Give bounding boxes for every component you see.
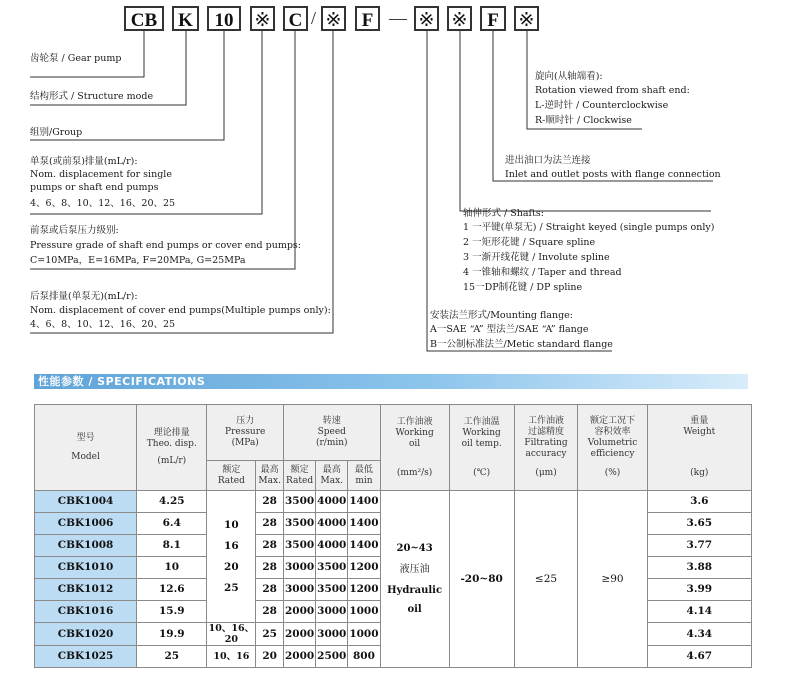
cell-weight: 4.14 [647,601,751,623]
cell-disp: 10 [137,557,207,579]
cell-max-pressure: 25 [256,623,284,646]
code-box-c: C [283,6,308,31]
cell-model: CBK1016 [35,601,137,623]
label-rear-displacement-line1: 后泵排量(单泵无)(mL/r): [30,291,138,302]
header-theo-disp: 理论排量 Theo. disp. (mL/r) [137,405,207,491]
label-shafts-line2: 1 一平键(单泵无) / Straight keyed (single pumps only) [463,222,715,233]
label-structure: 结构形式 / Structure mode [30,91,154,102]
specifications-table [34,404,752,668]
cell-rated-speed: 2000 [284,646,316,668]
cell-max-speed: 2500 [316,646,348,668]
cell-model: CBK1020 [35,623,137,646]
code-box-group-placeholder: ※ [250,6,275,31]
header-weight: 重量 Weight (kg) [647,405,751,491]
label-flange-line2: A一SAE “A” 型法兰/SAE “A” flange [430,324,589,335]
cell-disp: 8.1 [137,535,207,557]
cell-weight: 3.88 [647,557,751,579]
label-pressure-line3: C=10MPa，E=16MPa, F=20MPa, G=25MPa [30,255,246,266]
label-displacement-line2: Nom. displacement for single [30,169,172,180]
label-pressure-line2: Pressure grade of shaft end pumps or cover end pumps: [30,240,301,251]
label-displacement-line1: 单泵(或前泵)排量(mL/r): [30,156,138,167]
header-filtrating: 工作油液 过滤精度 Filtrating accuracy (μm) [514,405,578,491]
cell-rated-pressure-group: 10 16 20 25 [207,491,256,623]
cell-max-pressure: 28 [256,513,284,535]
cell-min-speed: 1200 [348,579,380,601]
label-shafts-line6: 15一DP制花键 / DP spline [463,282,583,293]
cell-disp: 19.9 [137,623,207,646]
header-rated-speed: 额定 Rated [284,461,316,491]
code-box-rear-disp-placeholder: ※ [321,6,346,31]
cell-working-oil: 20~43 液压油 Hydraulic oil [380,491,449,668]
label-rear-displacement-line2: Nom. displacement of cover end pumps(Multiple pumps only): [30,305,331,316]
cell-max-pressure: 28 [256,535,284,557]
cell-efficiency: ≥90 [578,491,647,668]
cell-max-speed: 3500 [316,557,348,579]
cell-max-pressure: 20 [256,646,284,668]
header-working-oil: 工作油液 Working oil (mm²/s) [380,405,449,491]
label-ports-line2: Inlet and outlet posts with flange connection [505,169,721,180]
header-model: 型号 Model [35,405,137,491]
cell-max-speed: 3500 [316,579,348,601]
label-shafts-line1: 轴伸形式 / Shafts: [463,208,544,219]
header-rated-pressure: 额定 Rated [207,461,256,491]
code-box-f: F [355,6,380,31]
label-displacement-line4: 4、6、8、10、12、16、20、25 [30,198,176,209]
cell-disp: 6.4 [137,513,207,535]
header-min-speed: 最低 min [348,461,380,491]
code-box-cb: CB [124,6,164,31]
cell-disp: 12.6 [137,579,207,601]
cell-weight: 3.99 [647,579,751,601]
cell-oil-temp: -20~80 [449,491,514,668]
code-box-flange-connection: F [480,6,506,31]
cell-rated-speed: 3000 [284,579,316,601]
cell-model: CBK1008 [35,535,137,557]
label-rotation-line1: 旋向(从轴端看): [535,71,603,82]
cell-min-speed: 1000 [348,623,380,646]
cell-model: CBK1004 [35,491,137,513]
code-box-flange-placeholder: ※ [414,6,439,31]
code-box-k: K [172,6,199,31]
header-efficiency: 额定工况下 容积效率 Volumetric efficiency (%) [578,405,647,491]
cell-rated-pressure: 10、16 [207,646,256,668]
label-rotation-line3: L-逆时针 / Counterclockwise [535,100,669,111]
cell-max-speed: 3000 [316,601,348,623]
cell-model: CBK1012 [35,579,137,601]
header-pressure: 压力 Pressure (MPa) [207,405,284,461]
cell-rated-speed: 2000 [284,623,316,646]
cell-model: CBK1006 [35,513,137,535]
cell-weight: 3.65 [647,513,751,535]
label-flange-line3: B一公制标准法兰/Metic standard flange [430,339,613,350]
cell-disp: 25 [137,646,207,668]
label-gear-pump: 齿轮泵 / Gear pump [30,53,122,64]
cell-filtrating: ≤25 [514,491,578,668]
specifications-banner [34,374,748,389]
cell-min-speed: 1400 [348,535,380,557]
cell-rated-speed: 3500 [284,491,316,513]
code-box-shaft-placeholder: ※ [447,6,472,31]
cell-max-speed: 4000 [316,491,348,513]
cell-max-pressure: 28 [256,491,284,513]
label-rotation-line4: R-顺时针 / Clockwise [535,115,632,126]
cell-min-speed: 1400 [348,491,380,513]
cell-max-speed: 4000 [316,513,348,535]
cell-min-speed: 800 [348,646,380,668]
label-ports-line1: 进出油口为法兰连接 [505,155,591,166]
cell-min-speed: 1200 [348,557,380,579]
header-oil-temp: 工作油温 Working oil temp. (℃) [449,405,514,491]
cell-min-speed: 1400 [348,513,380,535]
cell-max-pressure: 28 [256,601,284,623]
label-flange-line1: 安装法兰形式/Mounting flange: [430,310,573,321]
cell-max-speed: 4000 [316,535,348,557]
cell-rated-speed: 3000 [284,557,316,579]
label-rear-displacement-line3: 4、6、8、10、12、16、20、25 [30,319,176,330]
cell-min-speed: 1000 [348,601,380,623]
cell-rated-speed: 3500 [284,535,316,557]
header-max-speed: 最高 Max. [316,461,348,491]
cell-max-speed: 3000 [316,623,348,646]
label-shafts-line5: 4 一锥轴和螺纹 / Taper and thread [463,267,622,278]
header-speed: 转速 Speed (r/min) [284,405,381,461]
cell-disp: 4.25 [137,491,207,513]
label-rotation-line2: Rotation viewed from shaft end: [535,85,690,96]
label-shafts-line3: 2 一矩形花键 / Square spline [463,237,596,248]
cell-rated-pressure: 10、16、20 [208,623,255,645]
cell-model: CBK1010 [35,557,137,579]
cell-max-pressure: 28 [256,579,284,601]
label-shafts-line4: 3 一渐开线花键 / Involute spline [463,252,610,263]
table-row [35,491,752,513]
label-group: 组别/Group [30,127,83,138]
leader-group [30,31,224,140]
cell-model: CBK1025 [35,646,137,668]
code-box-10: 10 [207,6,241,31]
code-box-rotation-placeholder: ※ [514,6,539,31]
code-separator-dash: — [389,8,407,28]
cell-weight: 3.77 [647,535,751,557]
code-separator-slash: / [311,8,317,28]
cell-rated-speed: 2000 [284,601,316,623]
label-displacement-line3: pumps or shaft end pumps [30,182,159,193]
cell-max-pressure: 28 [256,557,284,579]
cell-weight: 3.6 [647,491,751,513]
cell-weight: 4.67 [647,646,751,668]
label-pressure-line1: 前泵或后泵压力级别: [30,225,119,236]
cell-rated-speed: 3500 [284,513,316,535]
cell-disp: 15.9 [137,601,207,623]
specifications-banner-title: 性能参数 / SPECIFICATIONS [38,375,206,388]
cell-weight: 4.34 [647,623,751,646]
header-max-pressure: 最高 Max. [256,461,284,491]
